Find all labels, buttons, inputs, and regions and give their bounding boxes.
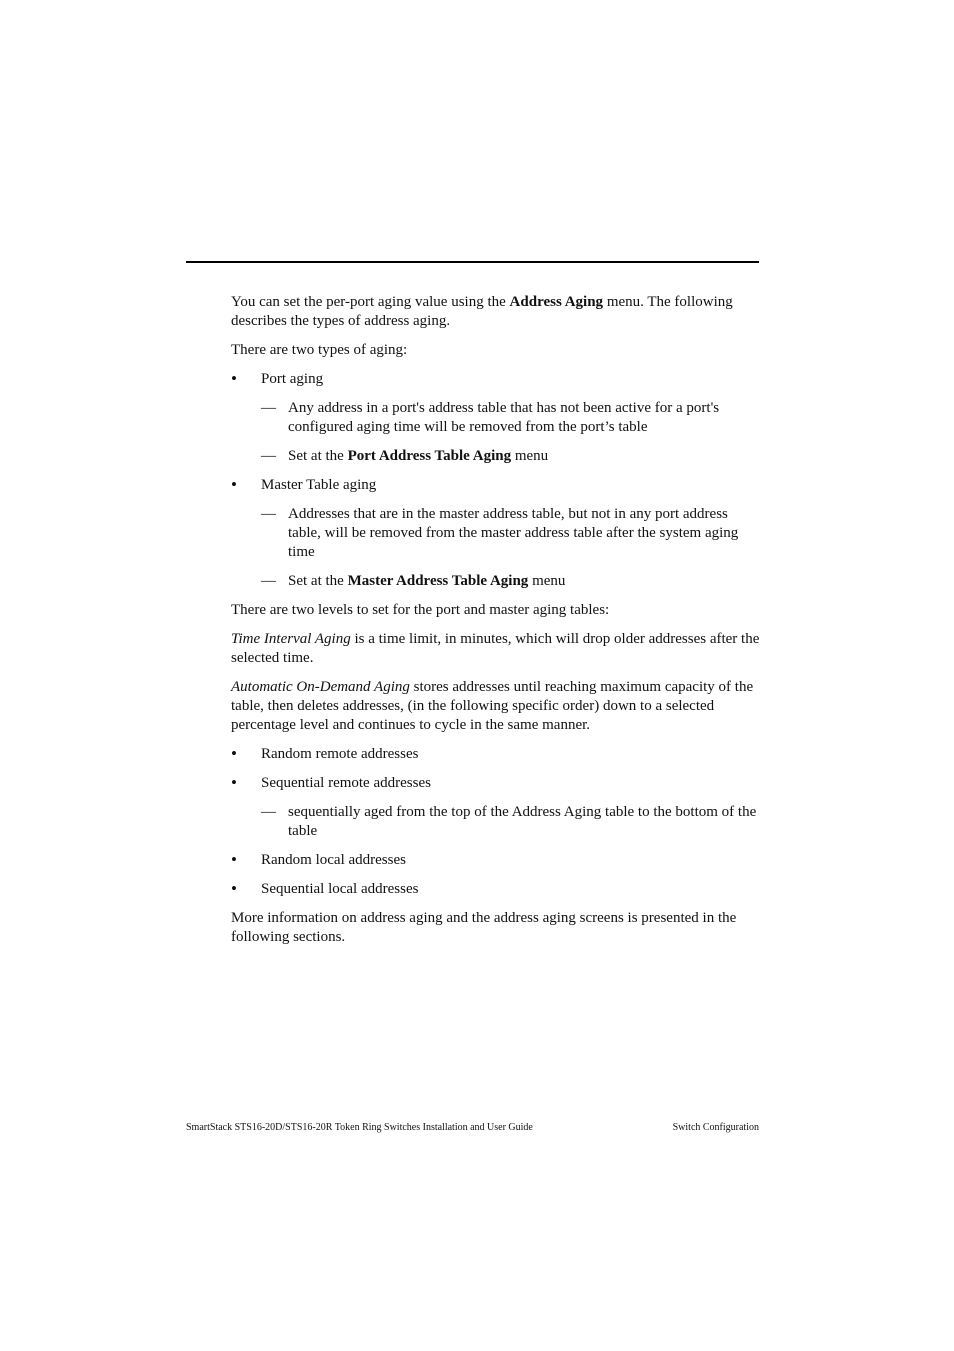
bullet-random-local bbox=[231, 851, 761, 870]
bullet-master-aging bbox=[231, 476, 761, 495]
auto-on-demand-text: stores addresses until reaching maximum capacity of the table, then deletes addresses, (in the following specific order) down to a selected percentage level and continues to cycle in the same manner. bbox=[231, 679, 754, 733]
dash-sequential-remote-description bbox=[231, 803, 761, 841]
time-interval-aging-term: Time Interval Aging bbox=[231, 631, 351, 647]
intro-text-end: menu. The following describes the types of address aging. bbox=[231, 294, 733, 329]
em-dash-icon: — bbox=[261, 506, 276, 522]
bullet-sequential-remote bbox=[231, 774, 761, 793]
bullet-icon: • bbox=[231, 744, 237, 763]
bullet-icon: • bbox=[231, 773, 237, 792]
em-dash-icon: — bbox=[261, 804, 276, 820]
address-aging-term: Address Aging bbox=[509, 294, 604, 310]
automatic-on-demand-aging-term: Automatic On-Demand Aging bbox=[231, 679, 410, 695]
em-dash-icon: — bbox=[261, 573, 276, 589]
em-dash-icon: — bbox=[261, 448, 276, 464]
dash-port-aging-description bbox=[231, 399, 761, 437]
bullet-icon: • bbox=[231, 879, 237, 898]
dash-text-end: menu bbox=[528, 573, 566, 589]
bullet-random-remote-label: Random remote addresses bbox=[261, 746, 419, 762]
two-levels-paragraph: There are two levels to set for the port and master aging tables: bbox=[231, 602, 610, 618]
header-rule bbox=[186, 261, 759, 263]
bullet-icon: • bbox=[231, 475, 237, 494]
dash-master-aging-description bbox=[231, 505, 761, 562]
bullet-port-aging bbox=[231, 370, 761, 389]
body-text bbox=[231, 293, 761, 957]
bullet-icon: • bbox=[231, 850, 237, 869]
auto-on-demand-paragraph bbox=[231, 678, 761, 735]
bullet-sequential-local bbox=[231, 880, 761, 899]
dash-master-aging-description-text: Addresses that are in the master address table, but not in any port address table, will be removed from the master address table after the system aging time bbox=[288, 506, 739, 560]
bullet-port-aging-label: Port aging bbox=[261, 371, 324, 387]
dash-text-end: menu bbox=[511, 448, 549, 464]
port-address-table-aging-term: Port Address Table Aging bbox=[347, 448, 512, 464]
two-types-paragraph: There are two types of aging: bbox=[231, 342, 408, 358]
footer-guide-title: SmartStack STS16-20D/STS16-20R Token Ring Switches Installation and User Guide bbox=[186, 1122, 533, 1133]
bullet-random-remote bbox=[231, 745, 761, 764]
time-interval-text: is a time limit, in minutes, which will drop older addresses after the selected time. bbox=[231, 631, 760, 666]
dash-text-start: Set at the bbox=[288, 448, 348, 464]
time-interval-paragraph bbox=[231, 630, 761, 668]
bullet-icon: • bbox=[231, 369, 237, 388]
master-address-table-aging-term: Master Address Table Aging bbox=[347, 573, 529, 589]
intro-paragraph bbox=[231, 293, 761, 331]
bullet-random-local-label: Random local addresses bbox=[261, 852, 406, 868]
dash-port-aging-description-text: Any address in a port's address table that has not been active for a port's configured aging time will be removed from the port’s table bbox=[288, 400, 720, 435]
closing-paragraph: More information on address aging and the address aging screens is presented in the following sections. bbox=[231, 910, 737, 945]
bullet-sequential-local-label: Sequential local addresses bbox=[261, 881, 419, 897]
dash-text-start: Set at the bbox=[288, 573, 348, 589]
dash-sequential-remote-description-text: sequentially aged from the top of the Address Aging table to the bottom of the table bbox=[288, 804, 757, 839]
bullet-sequential-remote-label: Sequential remote addresses bbox=[261, 775, 431, 791]
bullet-master-aging-label: Master Table aging bbox=[261, 477, 377, 493]
dash-port-aging-menu bbox=[231, 447, 761, 466]
dash-master-aging-menu bbox=[231, 572, 761, 591]
footer-section-title: Switch Configuration bbox=[672, 1122, 759, 1133]
em-dash-icon: — bbox=[261, 400, 276, 416]
intro-text-start: You can set the per-port aging value using the bbox=[231, 294, 510, 310]
